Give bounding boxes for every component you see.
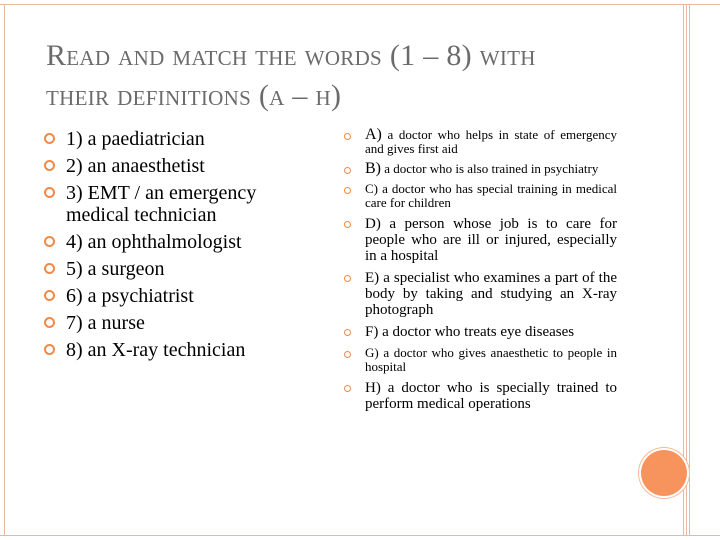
definition-item — [343, 380, 617, 412]
definition-letter: B) — [365, 160, 381, 177]
frame-top-line — [0, 4, 720, 5]
word-text: 7) a nurse — [66, 312, 145, 334]
definition-item — [343, 346, 617, 374]
definition-item — [343, 128, 617, 156]
definition-item — [343, 162, 617, 176]
bullet-circle-icon — [44, 263, 55, 274]
word-item — [44, 258, 314, 280]
definition-letter: E) — [365, 270, 380, 286]
definition-text: a specialist who examines a part of the body by taking and studying an X-ray photograph — [365, 270, 617, 318]
word-item — [44, 312, 314, 334]
bullet-circle-icon — [44, 160, 55, 171]
definition-text: a doctor who is also trained in psychiatry — [384, 161, 599, 176]
word-text: 4) an ophthalmologist — [66, 231, 242, 253]
bullet-circle-icon — [44, 236, 55, 247]
frame-right-line — [686, 4, 687, 536]
word-text: 5) a surgeon — [66, 258, 165, 280]
bullet-circle-icon — [44, 187, 55, 198]
frame-right-line — [689, 4, 690, 536]
word-text: 1) a paediatrician — [66, 128, 205, 150]
bullet-circle-icon — [44, 344, 55, 355]
word-text: 3) EMT / an emergency medical technician — [66, 182, 257, 226]
words-list — [44, 128, 314, 366]
slide-title-line-1: Read and match the words (1 – 8) with — [46, 39, 536, 72]
bullet-circle-icon — [344, 221, 351, 228]
word-item — [44, 231, 314, 253]
bullet-circle-icon — [344, 167, 351, 174]
definition-text: a doctor who helps in state of emergency and gives first aid — [365, 127, 617, 156]
slide-title — [46, 36, 646, 116]
definition-item — [343, 270, 617, 318]
definition-item — [343, 216, 617, 264]
word-item — [44, 128, 314, 150]
frame-bottom-line — [0, 535, 720, 536]
word-text: 6) a psychiatrist — [66, 285, 194, 307]
definition-text: a doctor who has special training in medical care for children — [365, 181, 618, 210]
definition-text: a doctor who treats eye diseases — [382, 324, 575, 340]
definition-text: a person whose job is to care for people who are ill or injured, especially in a hospital — [365, 216, 618, 264]
definition-item — [343, 324, 617, 340]
bullet-circle-icon — [344, 329, 351, 336]
bullet-circle-icon — [344, 385, 351, 392]
definition-letter: H) — [365, 380, 381, 396]
definition-item — [343, 182, 617, 210]
word-text: 2) an anaesthetist — [66, 155, 205, 177]
bullet-circle-icon — [344, 275, 351, 282]
bullet-circle-icon — [44, 317, 55, 328]
definition-text: a doctor who is specially trained to perform medical operations — [365, 380, 617, 412]
definition-text: a doctor who gives anaesthetic to people in hospital — [365, 345, 617, 374]
definition-letter: A) — [365, 126, 382, 143]
bullet-circle-icon — [344, 351, 351, 358]
definitions-list — [343, 128, 617, 418]
bullet-circle-icon — [44, 290, 55, 301]
word-text: 8) an X-ray technician — [66, 339, 246, 361]
definition-letter: F) — [365, 324, 379, 340]
bullet-circle-icon — [344, 187, 351, 194]
definition-letter: C) — [365, 181, 378, 196]
word-item — [44, 339, 314, 361]
bullet-circle-icon — [344, 133, 351, 140]
slide-title-line-2: their definitions (a – h) — [46, 79, 342, 112]
bullet-circle-icon — [44, 133, 55, 144]
frame-left-line — [4, 4, 5, 536]
frame-right-line — [683, 4, 684, 536]
word-item — [44, 155, 314, 177]
decorative-circle — [641, 450, 687, 496]
word-item — [44, 182, 314, 226]
word-item — [44, 285, 314, 307]
definition-letter: D) — [365, 216, 381, 232]
definition-letter: G) — [365, 345, 379, 360]
